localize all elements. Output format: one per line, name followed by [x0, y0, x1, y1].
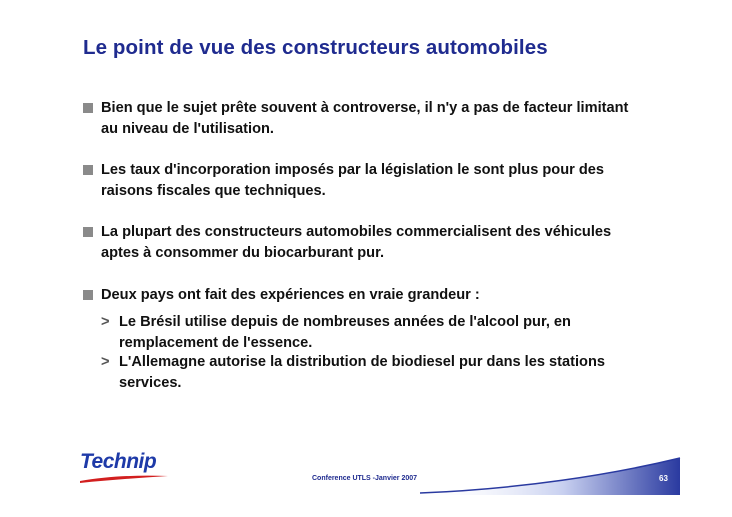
sub-bullet-item	[101, 352, 681, 394]
sub-bullet-line: services.	[119, 375, 182, 391]
bullet-item	[83, 285, 683, 306]
logo-text: Technip	[80, 450, 157, 473]
sub-bullet-line: remplacement de l'essence.	[119, 335, 313, 351]
sub-bullet-item	[101, 312, 681, 354]
bullet-line: Deux pays ont fait des expériences en vraie grandeur :	[101, 287, 480, 303]
slide-title: Le point de vue des constructeurs automobiles	[83, 36, 548, 59]
square-bullet-icon	[83, 103, 93, 113]
sub-bullet-line: L'Allemagne autorise la distribution de biodiesel pur dans les stations	[119, 354, 605, 370]
bullet-item	[83, 222, 683, 264]
bullet-line: au niveau de l'utilisation.	[101, 121, 274, 137]
bullet-line: aptes à consommer du biocarburant pur.	[101, 245, 385, 261]
square-bullet-icon	[83, 165, 93, 175]
page-number: 63	[659, 474, 668, 483]
bullet-item	[83, 98, 683, 140]
sub-bullet-line: Le Brésil utilise depuis de nombreuses années de l'alcool pur, en	[119, 314, 571, 330]
bullet-line: Bien que le sujet prête souvent à controverse, il n'y a pas de facteur limitant	[101, 100, 629, 116]
footer-event: Conference UTLS -Janvier 2007	[312, 475, 418, 482]
square-bullet-icon	[83, 290, 93, 300]
bullet-line: La plupart des constructeurs automobiles commercialisent des véhicules	[101, 224, 612, 240]
technip-logo	[80, 450, 156, 474]
square-bullet-icon	[83, 227, 93, 237]
bullet-item	[83, 160, 683, 202]
logo-swoosh-icon	[78, 474, 170, 484]
chevron-right-icon: >	[101, 314, 110, 330]
bullet-line: Les taux d'incorporation imposés par la législation le sont plus pour des	[101, 162, 604, 178]
bullet-line: raisons fiscales que techniques.	[101, 183, 326, 199]
chevron-right-icon: >	[101, 354, 110, 370]
